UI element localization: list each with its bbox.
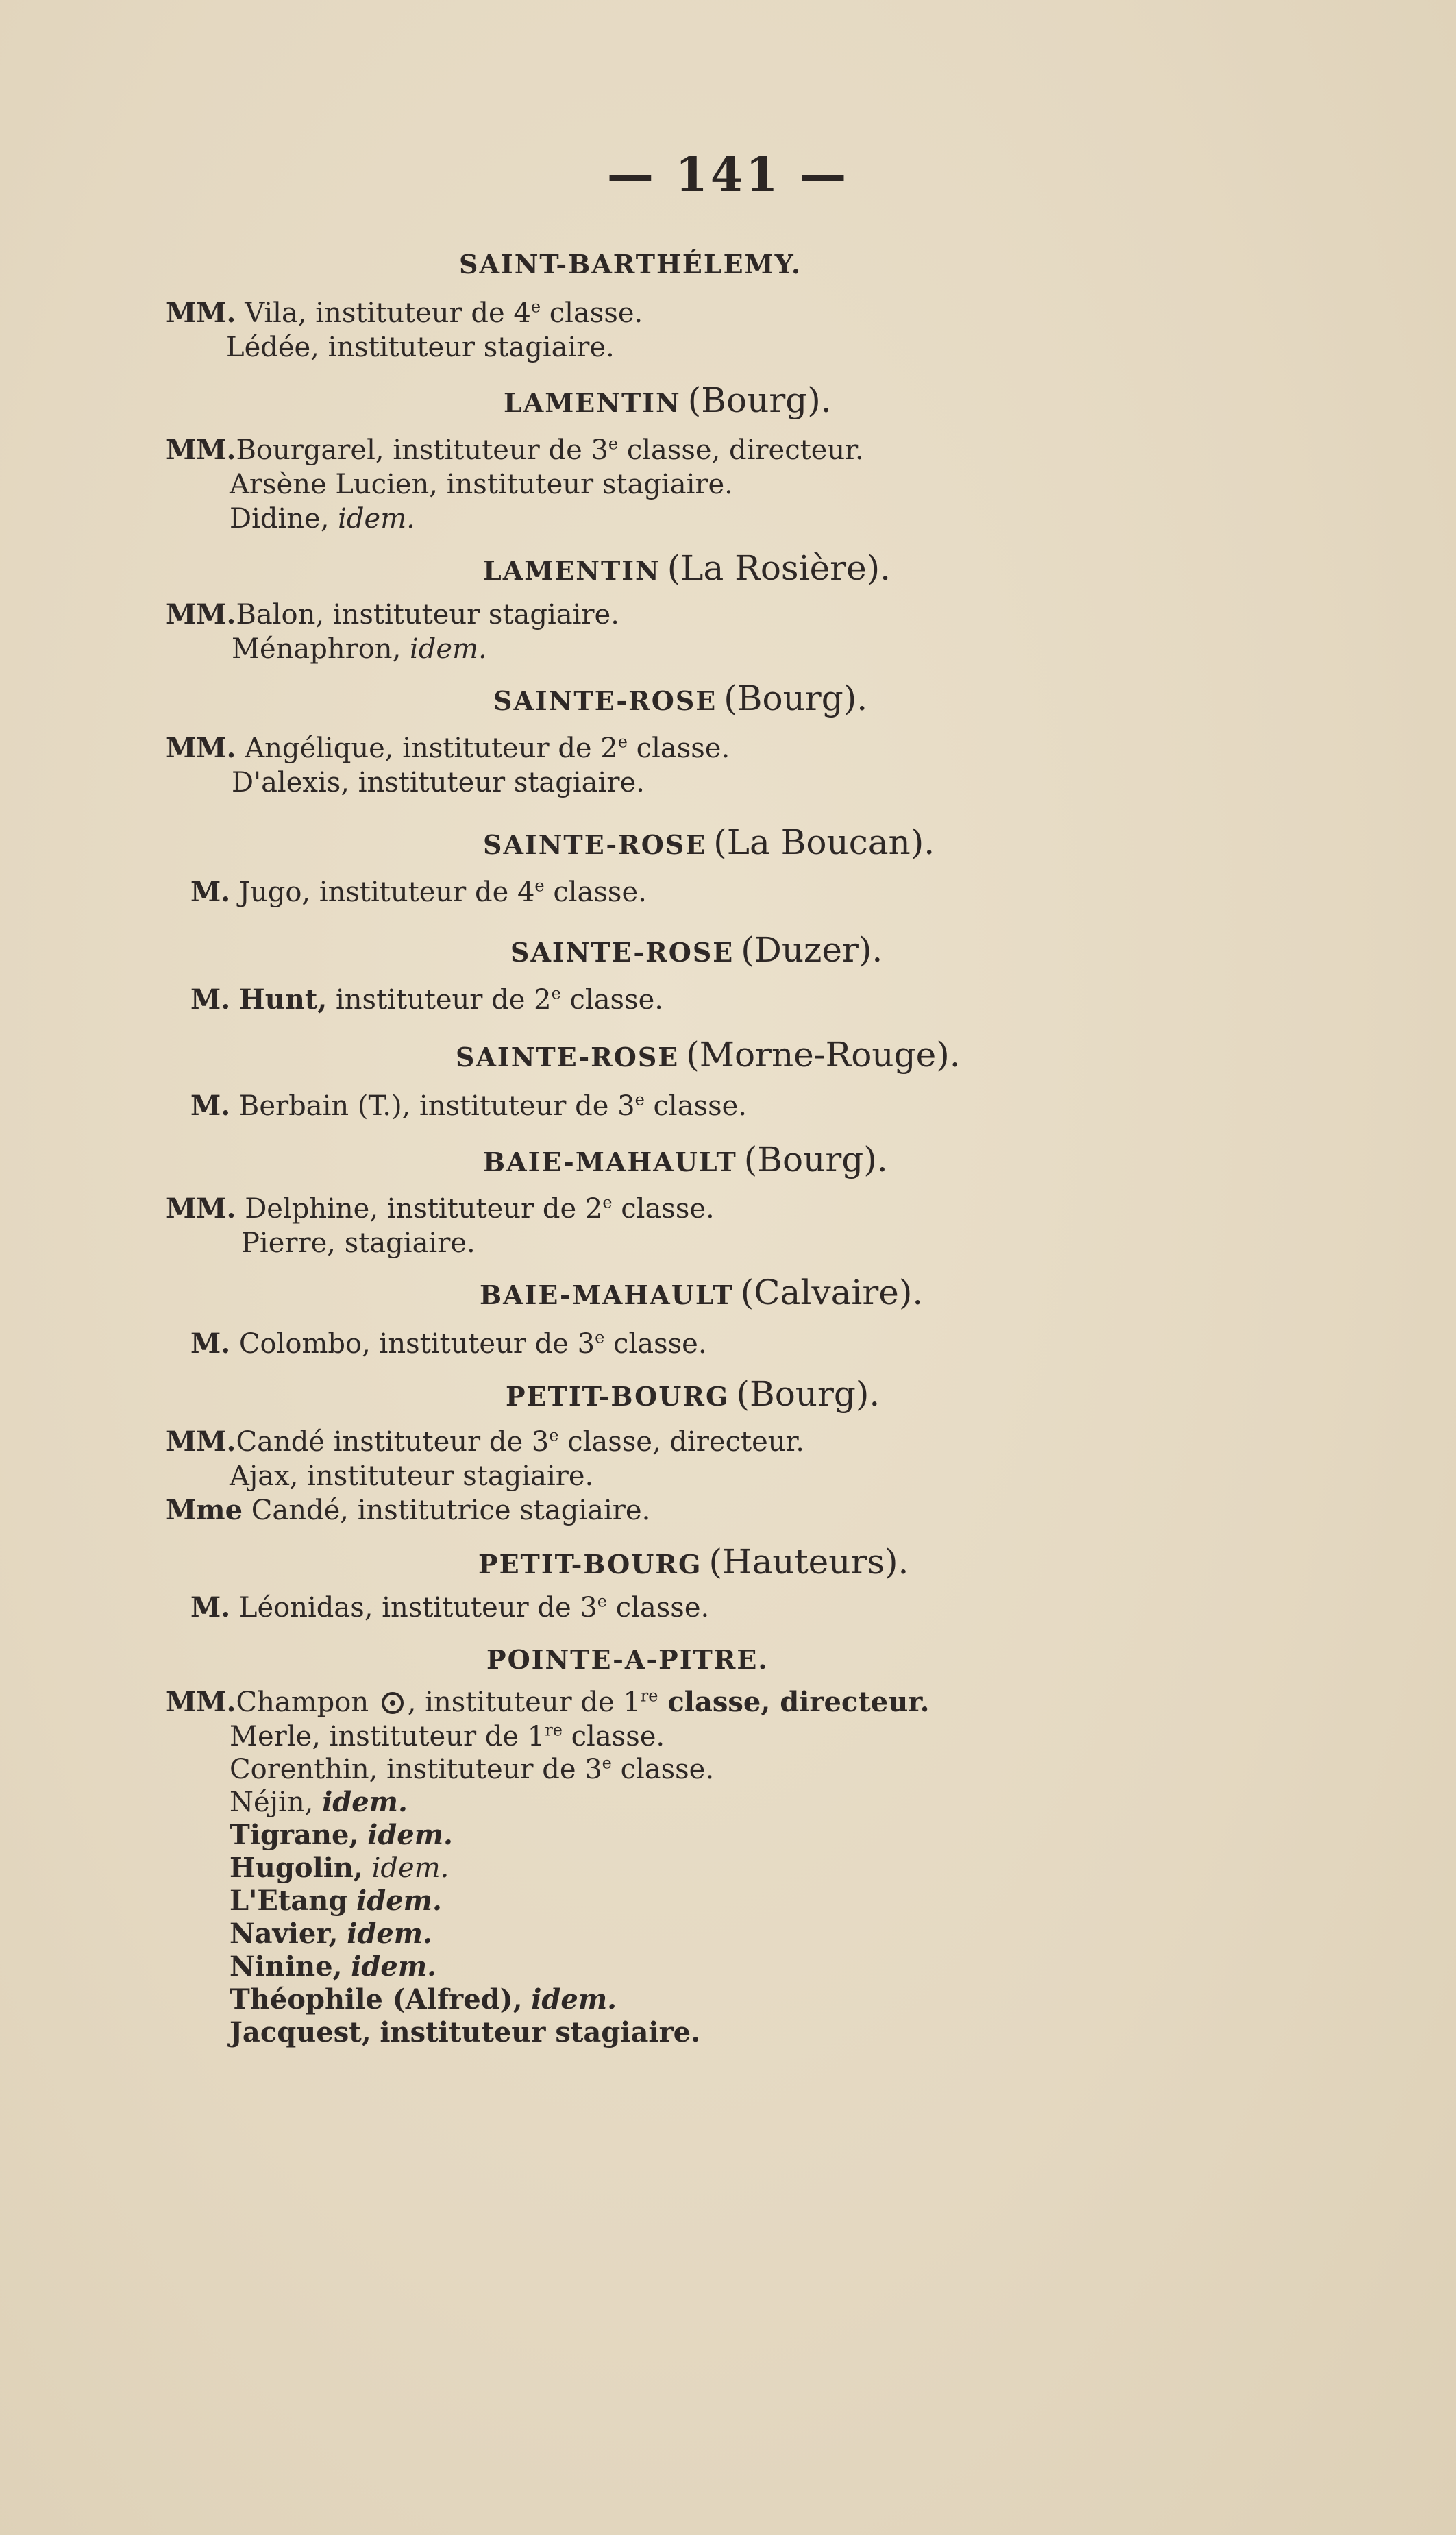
place-name: POINTE-A-PITRE. xyxy=(486,1644,769,1675)
entry-role: institutrice stagiaire. xyxy=(357,1495,651,1526)
entry-name: Candé, xyxy=(251,1495,349,1526)
entry-line xyxy=(232,766,645,799)
entry-name: Corenthin, xyxy=(230,1754,378,1785)
entry-prefix: MM. xyxy=(166,297,236,329)
entry-prefix: MM. xyxy=(166,732,236,764)
entry-tail: classe. xyxy=(544,877,647,908)
entry-line xyxy=(190,1591,709,1624)
entry-prefix: M. xyxy=(190,876,231,908)
place-name: SAINTE-ROSE xyxy=(456,1042,680,1073)
entry-name: Jugo, xyxy=(238,877,311,908)
entry-name: Ménaphron, xyxy=(232,633,402,665)
entry-line xyxy=(166,598,619,631)
entry-name: Didine, xyxy=(230,503,330,535)
section-heading xyxy=(510,930,883,970)
entry-tail: classe, directeur. xyxy=(658,1686,930,1718)
entry-line xyxy=(230,502,415,535)
entry-line xyxy=(230,1885,442,1918)
entry-role: instituteur de 2 xyxy=(336,984,552,1016)
entry-role: stagiaire. xyxy=(344,1227,476,1259)
entry-role: idem. xyxy=(371,1852,449,1884)
place-qualifier: (Hauteurs). xyxy=(708,1542,909,1582)
page-number: — 141 — xyxy=(606,147,850,202)
entry-name: Delphine, xyxy=(245,1193,379,1225)
entry-line xyxy=(166,1425,804,1458)
entry-line xyxy=(230,468,733,501)
entry-name: Théophile (Alfred), xyxy=(230,1983,523,2016)
entry-name: Bourgarel, xyxy=(236,434,384,466)
entry-role: idem. xyxy=(531,1983,617,2016)
entry-sup: e xyxy=(530,297,541,317)
entry-tail: classe. xyxy=(604,1328,707,1360)
entry-role: instituteur de 3 xyxy=(386,1754,602,1785)
section-heading xyxy=(478,1542,909,1582)
entry-line xyxy=(230,1950,436,1983)
place-name: LAMENTIN xyxy=(504,387,681,418)
entry-name: Néjin, xyxy=(230,1787,314,1818)
place-name: SAINTE-ROSE xyxy=(510,937,735,968)
entry-role: idem. xyxy=(338,503,415,535)
entry-prefix: MM. xyxy=(166,598,236,630)
entry-role: instituteur de 4 xyxy=(319,877,535,908)
entry-name: Berbain (T.), xyxy=(238,1090,411,1122)
entry-sup: e xyxy=(597,1591,607,1611)
entry-role: instituteur stagiaire. xyxy=(380,2016,701,2048)
entry-role: idem. xyxy=(356,1885,442,1917)
section-heading xyxy=(483,1140,888,1179)
entry-sup: re xyxy=(545,1720,563,1740)
entry-name: L'Etang xyxy=(230,1885,348,1917)
place-qualifier: (Bourg). xyxy=(743,1140,888,1179)
entry-line xyxy=(190,1090,747,1123)
entry-tail: classe. xyxy=(607,1592,710,1624)
place-qualifier: (Bourg). xyxy=(736,1374,880,1414)
entry-role: instituteur de 2 xyxy=(402,733,618,764)
entry-role: instituteur de 3 xyxy=(379,1328,595,1360)
entry-role: instituteur stagiaire. xyxy=(332,599,619,630)
place-name: SAINT-BARTHÉLEMY. xyxy=(459,249,802,280)
entry-tail: classe. xyxy=(560,984,663,1016)
place-name: BAIE-MAHAULT xyxy=(480,1279,734,1310)
entry-name: Léonidas, xyxy=(238,1592,373,1624)
entry-sup: e xyxy=(608,434,619,454)
entry-role: idem. xyxy=(410,633,487,665)
entry-sup: e xyxy=(534,876,545,896)
entry-line xyxy=(230,1720,665,1753)
entry-prefix: MM. xyxy=(166,1425,236,1458)
entry-name: Arsène Lucien, xyxy=(230,469,439,500)
entry-prefix: M. xyxy=(190,983,231,1016)
entry-role: instituteur de 3 xyxy=(382,1592,597,1624)
entry-sup: e xyxy=(602,1753,612,1773)
entry-name: Vila, xyxy=(245,297,307,329)
entry-prefix: M. xyxy=(190,1591,231,1624)
section-heading xyxy=(483,822,935,862)
section-heading xyxy=(506,1374,880,1414)
entry-role: instituteur de 3 xyxy=(333,1426,550,1458)
legion-honneur-icon xyxy=(382,1692,404,1714)
entry-name: Candé xyxy=(236,1426,325,1458)
entry-line xyxy=(166,1192,715,1225)
place-name: SAINTE-ROSE xyxy=(483,829,707,860)
entry-role: instituteur stagiaire. xyxy=(307,1460,594,1492)
entry-name: Lédée, xyxy=(226,332,319,363)
place-qualifier: (Bourg). xyxy=(687,380,832,420)
entry-name: Pierre, xyxy=(241,1227,336,1259)
entry-prefix: MM. xyxy=(166,1192,236,1225)
place-name: SAINTE-ROSE xyxy=(493,685,717,716)
entry-line xyxy=(190,983,663,1016)
section-heading xyxy=(486,1643,769,1676)
entry-line xyxy=(230,1819,453,1852)
place-qualifier: (La Boucan). xyxy=(713,822,935,862)
entry-line xyxy=(166,732,730,765)
entry-prefix: M. xyxy=(190,1327,231,1360)
entry-role: idem. xyxy=(322,1786,408,1818)
section-heading xyxy=(456,1035,961,1075)
place-name: PETIT-BOURG xyxy=(478,1549,702,1580)
entry-line xyxy=(230,1983,617,2016)
entry-name: Angélique, xyxy=(245,733,394,764)
entry-name: Jacquest, xyxy=(230,2016,371,2048)
place-name: LAMENTIN xyxy=(483,555,661,586)
entry-name: Tigrane, xyxy=(230,1819,359,1851)
entry-line xyxy=(190,1327,707,1360)
place-qualifier: (Calvaire). xyxy=(740,1273,924,1312)
entry-line xyxy=(166,434,864,467)
entry-name: Ninine, xyxy=(230,1950,343,1983)
entry-line xyxy=(232,633,487,665)
entry-name: Hugolin, xyxy=(230,1852,363,1884)
entry-role: instituteur de 1 xyxy=(329,1721,545,1752)
section-heading xyxy=(504,380,832,420)
entry-role: idem. xyxy=(347,1918,433,1950)
entry-name: Champon xyxy=(236,1687,369,1718)
entry-role: instituteur de 4 xyxy=(315,297,531,329)
entry-name: Colombo, xyxy=(238,1328,371,1360)
entry-sup: e xyxy=(634,1090,645,1110)
entry-name: Hunt, xyxy=(238,983,328,1016)
entry-role: idem. xyxy=(367,1819,453,1851)
section-heading xyxy=(459,248,802,281)
place-qualifier: (La Rosière). xyxy=(667,548,891,588)
entry-tail: classe. xyxy=(541,297,643,329)
entry-role: , instituteur de 1 xyxy=(407,1687,641,1718)
entry-name: Navier, xyxy=(230,1918,338,1950)
place-qualifier: (Duzer). xyxy=(741,930,883,970)
entry-tail: classe. xyxy=(612,1193,715,1225)
entry-name: D'alexis, xyxy=(232,767,349,798)
entry-name: Balon, xyxy=(236,599,325,630)
entry-line xyxy=(166,1686,930,1719)
entry-prefix: MM. xyxy=(166,434,236,466)
entry-sup: e xyxy=(549,1425,559,1445)
entry-line xyxy=(230,1852,449,1885)
entry-name: Merle, xyxy=(230,1721,321,1752)
entry-tail: classe. xyxy=(562,1721,665,1752)
entry-role: instituteur de 2 xyxy=(386,1193,603,1225)
entry-line xyxy=(230,1918,432,1950)
entry-role: idem. xyxy=(351,1950,437,1983)
entry-role: instituteur stagiaire. xyxy=(358,767,645,798)
section-heading xyxy=(480,1273,924,1312)
entry-prefix: MM. xyxy=(166,1686,236,1718)
entry-prefix: M. xyxy=(190,1090,231,1122)
entry-line xyxy=(190,876,647,909)
place-name: PETIT-BOURG xyxy=(506,1381,730,1412)
entry-line xyxy=(226,331,615,364)
entry-tail: classe. xyxy=(644,1090,747,1122)
place-name: BAIE-MAHAULT xyxy=(483,1147,737,1177)
entry-role: instituteur de 3 xyxy=(419,1090,635,1122)
entry-line xyxy=(230,1786,408,1819)
place-qualifier: (Bourg). xyxy=(724,678,868,718)
entry-sup: e xyxy=(617,732,628,752)
section-heading xyxy=(493,678,868,718)
entry-sup: e xyxy=(602,1192,613,1212)
entry-line xyxy=(230,1753,714,1786)
section-heading xyxy=(483,548,891,588)
entry-role: instituteur stagiaire. xyxy=(446,469,733,500)
entry-tail: classe. xyxy=(627,733,730,764)
entry-line xyxy=(241,1227,476,1260)
entry-sup: e xyxy=(551,983,561,1003)
entry-line xyxy=(230,2016,700,2049)
entry-line xyxy=(166,297,643,330)
entry-role: instituteur de 3 xyxy=(393,434,608,466)
entry-tail: classe, directeur. xyxy=(618,434,864,466)
entry-prefix: Mme xyxy=(166,1494,243,1526)
entry-sup: re xyxy=(640,1686,658,1706)
entry-line xyxy=(230,1460,593,1493)
entry-name: Ajax, xyxy=(230,1460,299,1492)
place-qualifier: (Morne-Rouge). xyxy=(686,1035,961,1075)
entry-sup: e xyxy=(595,1327,605,1347)
entry-tail: classe. xyxy=(611,1754,715,1785)
entry-role: instituteur stagiaire. xyxy=(328,332,615,363)
entry-line xyxy=(166,1494,650,1527)
entry-tail: classe, directeur. xyxy=(558,1426,804,1458)
